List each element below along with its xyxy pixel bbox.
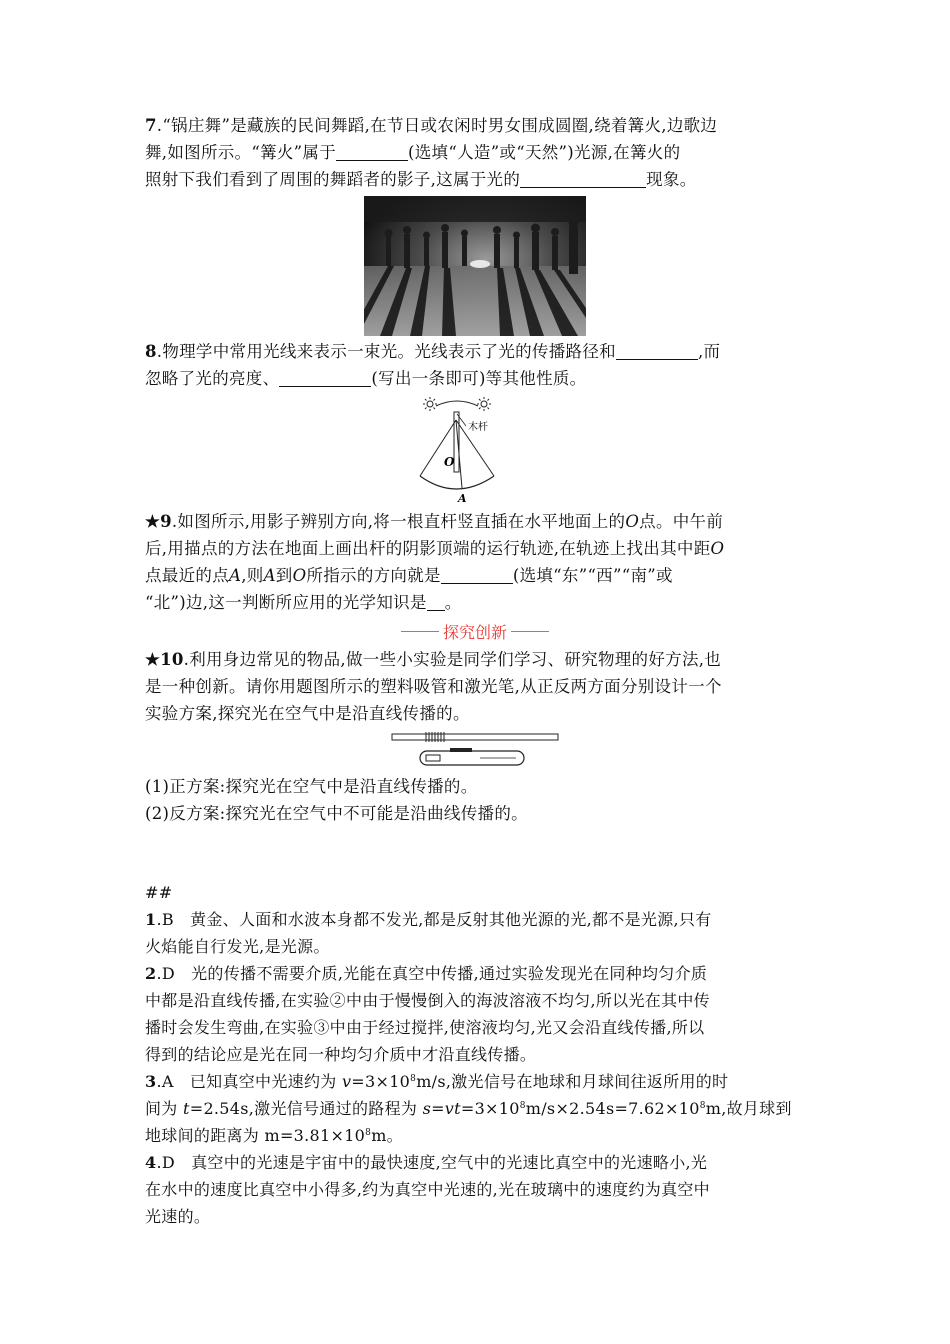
content: [145, 112, 805, 1230]
answer-4: 4.D 真空中的光速是宇宙中的最快速度,空气中的光速比真空中的光速略小,光 在水中的速度比真空中小得多,约为真空中光速的,光在玻璃中的速度约为真空中 光速的。: [145, 1153, 710, 1226]
straw-and-laser-diagram: [390, 729, 560, 773]
laser-pen-icon: [420, 748, 524, 765]
answer-blank[interactable]: [279, 368, 371, 387]
question-10: ★10.利用身边常见的物品,做一些小实验是同学们学习、研究物理的好方法,也 是一种创新。请你用题图所示的塑料吸管和激光笔,从正反两方面分别设计一个 实验方案,探究光在空气中是沿直线传播的。: [145, 650, 722, 723]
point-a-label: A: [458, 492, 467, 505]
question-8: 8.物理学中常用光线来表示一束光。光线表示了光的传播路径和 ,而 忽略了光的亮度、 (写出一条即可)等其他性质。: [145, 342, 721, 388]
straw-icon: [392, 732, 558, 742]
section-header: [145, 620, 805, 644]
answer-blank[interactable]: [441, 565, 513, 584]
question-7: 7.“锅庄舞”是藏族的民间舞蹈,在节日或农闲时男女围成圆圈,绕着篝火,边歌边 舞,如图所示。“篝火”属于 (选填“人造”或“天然”)光源,在篝火的 照射下我们看到了周围的舞蹈者的影子,这属于光的 现象。: [145, 116, 718, 189]
answer-1: 1.B 黄金、人面和水波本身都不发光,都是反射其他光源的光,都不是光源,只有 火焰能自行发光,是光源。: [145, 910, 712, 956]
question-9: ★9.如图所示,用影子辨别方向,将一根直杆竖直插在水平地面上的O点。中午前 后,用描点的方法在地面上画出杆的阴影顶端的运行轨迹,在轨迹上找出其中距O 点最近的点A,则A到O所指示的方向就是 (选填“东”“西”“南”或 “北”)边,这一判断所应用的光学知识是 。: [145, 512, 725, 612]
question-number: 8: [145, 342, 157, 361]
divider: [401, 631, 439, 632]
answer-2: 2.D 光的传播不需要介质,光能在真空中传播,通过实验发现光在同种均匀介质 中都是沿直线传播,在实验②中由于慢慢倒入的海波溶液不均匀,所以光在其中传 播时会发生弯曲,在实验③中由于经过搅拌,使溶液均匀,光又会沿直线传播,所以 得到的结论应是光在同一种均匀介质中才沿直线传播。: [145, 964, 710, 1064]
answer-blank[interactable]: [336, 142, 408, 161]
answer-blank[interactable]: [616, 341, 698, 360]
divider: [511, 631, 549, 632]
sun-icon: [423, 397, 437, 411]
answer-3: 3.A 已知真空中光速约为 $v=3\times 10^8m/s$,激光信号在地球和月球间往返所用的时 间为 t=2.54s,激光信号通过的路程为 $s=vt=3\times 10^8m/s\times 2.54s=7.62\times 10^8m$,故月球到 地球间的距离为 $m=3.81\times 10^8m$。: [145, 1072, 792, 1145]
question-number: 7: [145, 116, 157, 135]
sun-icon: [477, 397, 491, 411]
bonfire-dance-photo: [364, 196, 586, 336]
answer-blank[interactable]: [427, 592, 445, 611]
shadow-rod-diagram: [410, 394, 540, 508]
answer-blank[interactable]: [520, 169, 646, 188]
answers-heading: ##: [145, 883, 173, 902]
question-number: ★10: [145, 650, 184, 669]
question-number: ★9: [145, 512, 172, 531]
answers-section: [145, 879, 805, 1230]
question-10-subparts: (1)正方案:探究光在空气中是沿直线传播的。 (2)反方案:探究光在空气中不可能是沿曲线传播的。: [145, 777, 528, 823]
rod-label: 木杆: [468, 422, 488, 433]
point-o-label: O: [444, 455, 455, 469]
section-title: 探究创新: [442, 623, 507, 642]
